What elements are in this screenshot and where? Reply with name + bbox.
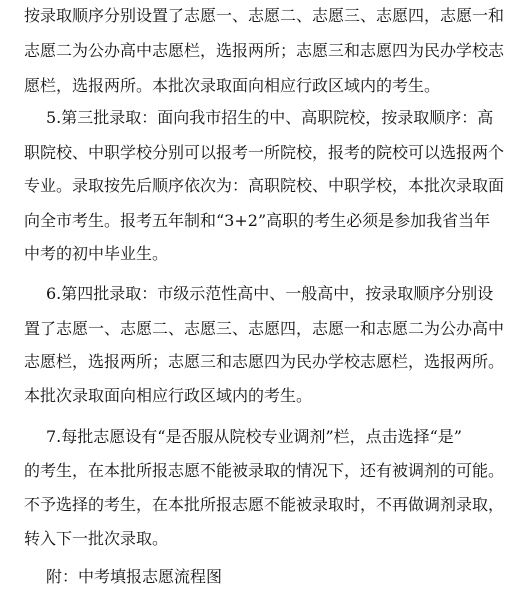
paragraph-line: 6.第四批录取：市级示范性高中、一般高中，按录取顺序分别设 [46,284,494,303]
paragraph-line: 7.每批志愿设有“是否服从院校专业调剂”栏，点击选择“是” [46,427,462,446]
paragraph-line: 愿栏，选报两所。本批次录取面向相应行政区域内的考生。 [24,76,441,95]
paragraph-line: 志愿栏，选报两所；志愿三和志愿四为民办学校志愿栏，选报两所。 [24,352,505,371]
paragraph-line: 不予选择的考生，在本批所报志愿不能被录取时，不再做调剂录取， [24,495,505,514]
paragraph-line: 置了志愿一、志愿二、志愿三、志愿四，志愿一和志愿二为公办高中 [24,319,505,338]
paragraph-line: 专业。录取按先后顺序依次为：高职院校、中职学校，本批次录取面 [24,176,505,195]
paragraph-line: 志愿二为公办高中志愿栏，选报两所；志愿三和志愿四为民办学校志 [24,41,505,60]
paragraph-line: 向全市考生。报考五年制和“3+2”高职的考生必须是参加我省当年 [24,211,491,230]
paragraph-line: 本批次录取面向相应行政区域内的考生。 [24,386,313,405]
paragraph-line: 5.第三批录取：面向我市招生的中、高职院校，按录取顺序：高 [46,108,494,127]
paragraph-line: 的考生，在本批所报志愿不能被录取的情况下，还有被调剂的可能。 [24,461,505,480]
paragraph-line: 职院校、中职学校分别可以报考一所院校，报考的院校可以选报两个 [24,143,505,162]
appendix-caption: 附：中考填报志愿流程图 [46,567,223,586]
paragraph-line: 中考的初中毕业生。 [24,244,169,263]
paragraph-line: 按录取顺序分别设置了志愿一、志愿二、志愿三、志愿四，志愿一和 [24,6,505,25]
paragraph-line: 转入下一批次录取。 [24,529,169,548]
